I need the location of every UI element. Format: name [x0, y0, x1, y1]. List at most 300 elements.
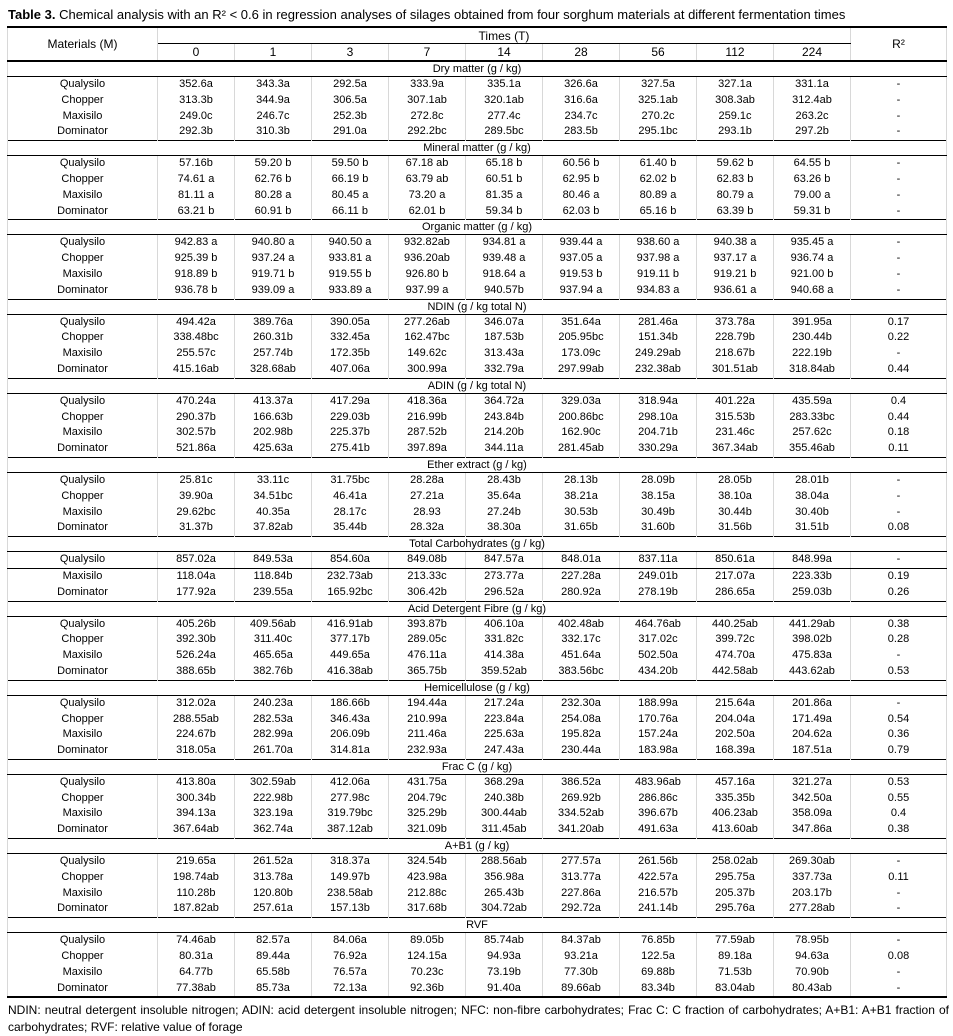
value-cell: 847.57a: [466, 552, 543, 569]
material-cell: Chopper: [8, 712, 158, 728]
value-cell: 857.02a: [158, 552, 235, 569]
value-cell: 483.96ab: [620, 774, 697, 790]
section-title: Ether extract (g / kg): [8, 457, 947, 472]
material-cell: Maxisilo: [8, 188, 158, 204]
material-cell: Dominator: [8, 743, 158, 759]
value-cell: 252.3b: [312, 109, 389, 125]
r2-cell: -: [851, 251, 947, 267]
value-cell: 31.65b: [543, 520, 620, 536]
value-cell: 934.83 a: [620, 283, 697, 299]
value-cell: 324.54b: [389, 854, 466, 870]
value-cell: 837.11a: [620, 552, 697, 569]
table-row: [8, 743, 947, 759]
material-cell: Maxisilo: [8, 727, 158, 743]
table-header: [8, 27, 947, 61]
material-cell: Chopper: [8, 632, 158, 648]
value-cell: 224.67b: [158, 727, 235, 743]
value-cell: 397.89a: [389, 441, 466, 457]
value-cell: 65.18 b: [466, 156, 543, 172]
time-column-header: 1: [235, 44, 312, 62]
value-cell: 413.80a: [158, 774, 235, 790]
time-column-header: 112: [697, 44, 774, 62]
value-cell: 168.39a: [697, 743, 774, 759]
value-cell: 494.42a: [158, 314, 235, 330]
value-cell: 76.85b: [620, 933, 697, 949]
value-cell: 261.56b: [620, 854, 697, 870]
table-row: [8, 933, 947, 949]
value-cell: 216.99b: [389, 410, 466, 426]
value-cell: 441.29ab: [774, 616, 851, 632]
value-cell: 939.44 a: [543, 235, 620, 251]
value-cell: 149.62c: [389, 346, 466, 362]
value-cell: 203.17b: [774, 886, 851, 902]
value-cell: 219.65a: [158, 854, 235, 870]
material-cell: Maxisilo: [8, 648, 158, 664]
time-column-header: 7: [389, 44, 466, 62]
value-cell: 329.03a: [543, 393, 620, 409]
value-cell: 418.36a: [389, 393, 466, 409]
r2-cell: -: [851, 901, 947, 917]
r2-cell: -: [851, 156, 947, 172]
value-cell: 351.64a: [543, 314, 620, 330]
value-cell: 122.5a: [620, 949, 697, 965]
r2-cell: -: [851, 204, 947, 220]
value-cell: 78.95b: [774, 933, 851, 949]
value-cell: 89.05b: [389, 933, 466, 949]
value-cell: 63.39 b: [697, 204, 774, 220]
value-cell: 297.2b: [774, 124, 851, 140]
value-cell: 65.16 b: [620, 204, 697, 220]
value-cell: 231.46c: [697, 425, 774, 441]
value-cell: 282.53a: [235, 712, 312, 728]
material-cell: Chopper: [8, 791, 158, 807]
value-cell: 451.64a: [543, 648, 620, 664]
r2-cell: -: [851, 77, 947, 93]
value-cell: 326.6a: [543, 77, 620, 93]
value-cell: 849.08b: [389, 552, 466, 569]
r2-cell: -: [851, 188, 947, 204]
value-cell: 286.65a: [697, 585, 774, 601]
r2-cell: -: [851, 346, 947, 362]
value-cell: 62.01 b: [389, 204, 466, 220]
r2-cell: -: [851, 172, 947, 188]
value-cell: 263.2c: [774, 109, 851, 125]
value-cell: 288.56ab: [466, 854, 543, 870]
r2-cell: 0.38: [851, 616, 947, 632]
value-cell: 435.59a: [774, 393, 851, 409]
value-cell: 328.68ab: [235, 362, 312, 378]
table-row: [8, 712, 947, 728]
value-cell: 247.43a: [466, 743, 543, 759]
value-cell: 312.02a: [158, 695, 235, 711]
value-cell: 926.80 b: [389, 267, 466, 283]
material-cell: Chopper: [8, 93, 158, 109]
value-cell: 337.73a: [774, 870, 851, 886]
value-cell: 406.10a: [466, 616, 543, 632]
value-cell: 211.46a: [389, 727, 466, 743]
value-cell: 502.50a: [620, 648, 697, 664]
value-cell: 310.3b: [235, 124, 312, 140]
value-cell: 60.51 b: [466, 172, 543, 188]
section-title: RVF: [8, 918, 947, 933]
r2-cell: -: [851, 235, 947, 251]
value-cell: 260.31b: [235, 330, 312, 346]
value-cell: 936.61 a: [697, 283, 774, 299]
value-cell: 925.39 b: [158, 251, 235, 267]
value-cell: 277.26ab: [389, 314, 466, 330]
material-cell: Dominator: [8, 901, 158, 917]
section-12: [8, 918, 947, 998]
material-cell: Maxisilo: [8, 267, 158, 283]
value-cell: 278.19b: [620, 585, 697, 601]
value-cell: 526.24a: [158, 648, 235, 664]
value-cell: 35.64a: [466, 489, 543, 505]
value-cell: 331.82c: [466, 632, 543, 648]
value-cell: 362.74a: [235, 822, 312, 838]
section-11: [8, 839, 947, 918]
value-cell: 74.46ab: [158, 933, 235, 949]
value-cell: 304.72ab: [466, 901, 543, 917]
r2-cell: -: [851, 552, 947, 569]
value-cell: 259.03b: [774, 585, 851, 601]
value-cell: 59.31 b: [774, 204, 851, 220]
section-title: Organic matter (g / kg): [8, 220, 947, 235]
value-cell: 368.29a: [466, 774, 543, 790]
value-cell: 398.02b: [774, 632, 851, 648]
value-cell: 265.43b: [466, 886, 543, 902]
value-cell: 31.75bc: [312, 472, 389, 488]
value-cell: 283.5b: [543, 124, 620, 140]
section-2: [8, 141, 947, 220]
material-cell: Maxisilo: [8, 965, 158, 981]
value-cell: 257.74b: [235, 346, 312, 362]
value-cell: 31.60b: [620, 520, 697, 536]
value-cell: 443.62ab: [774, 664, 851, 680]
value-cell: 62.83 b: [697, 172, 774, 188]
value-cell: 89.18a: [697, 949, 774, 965]
material-cell: Qualysilo: [8, 314, 158, 330]
value-cell: 28.32a: [389, 520, 466, 536]
material-cell: Qualysilo: [8, 156, 158, 172]
r2-cell: 0.08: [851, 520, 947, 536]
material-cell: Dominator: [8, 441, 158, 457]
value-cell: 173.09c: [543, 346, 620, 362]
value-cell: 476.11a: [389, 648, 466, 664]
value-cell: 313.3b: [158, 93, 235, 109]
material-cell: Dominator: [8, 362, 158, 378]
table-row: [8, 251, 947, 267]
value-cell: 302.59ab: [235, 774, 312, 790]
r2-cell: 0.19: [851, 568, 947, 584]
value-cell: 80.46 a: [543, 188, 620, 204]
value-cell: 240.23a: [235, 695, 312, 711]
value-cell: 80.31a: [158, 949, 235, 965]
value-cell: 937.17 a: [697, 251, 774, 267]
value-cell: 301.51ab: [697, 362, 774, 378]
table-row: [8, 774, 947, 790]
value-cell: 269.92b: [543, 791, 620, 807]
value-cell: 214.20b: [466, 425, 543, 441]
material-cell: Dominator: [8, 124, 158, 140]
r2-cell: 0.36: [851, 727, 947, 743]
table-row: [8, 172, 947, 188]
table-row: [8, 648, 947, 664]
r2-cell: -: [851, 854, 947, 870]
table-row: [8, 330, 947, 346]
value-cell: 246.7c: [235, 109, 312, 125]
section-title: Mineral matter (g / kg): [8, 141, 947, 156]
value-cell: 249.29ab: [620, 346, 697, 362]
value-cell: 93.21a: [543, 949, 620, 965]
value-cell: 65.58b: [235, 965, 312, 981]
value-cell: 183.98a: [620, 743, 697, 759]
value-cell: 321.27a: [774, 774, 851, 790]
value-cell: 60.91 b: [235, 204, 312, 220]
value-cell: 38.15a: [620, 489, 697, 505]
value-cell: 277.4c: [466, 109, 543, 125]
value-cell: 80.28 a: [235, 188, 312, 204]
table-row: [8, 109, 947, 125]
table-row: [8, 854, 947, 870]
value-cell: 62.76 b: [235, 172, 312, 188]
table-row: [8, 949, 947, 965]
material-cell: Dominator: [8, 822, 158, 838]
section-10: [8, 759, 947, 838]
r2-cell: 0.26: [851, 585, 947, 601]
value-cell: 37.82ab: [235, 520, 312, 536]
value-cell: 327.5a: [620, 77, 697, 93]
material-cell: Chopper: [8, 949, 158, 965]
value-cell: 206.09b: [312, 727, 389, 743]
material-cell: Qualysilo: [8, 393, 158, 409]
value-cell: 28.05b: [697, 472, 774, 488]
table-row: [8, 425, 947, 441]
value-cell: 934.81 a: [466, 235, 543, 251]
value-cell: 28.93: [389, 505, 466, 521]
value-cell: 464.76ab: [620, 616, 697, 632]
value-cell: 28.01b: [774, 472, 851, 488]
value-cell: 919.71 b: [235, 267, 312, 283]
value-cell: 66.11 b: [312, 204, 389, 220]
value-cell: 937.24 a: [235, 251, 312, 267]
value-cell: 323.19a: [235, 806, 312, 822]
table-row: [8, 870, 947, 886]
table-row: [8, 727, 947, 743]
value-cell: 344.11a: [466, 441, 543, 457]
section-7: [8, 537, 947, 601]
value-cell: 30.44b: [697, 505, 774, 521]
material-cell: Dominator: [8, 585, 158, 601]
value-cell: 157.13b: [312, 901, 389, 917]
value-cell: 938.60 a: [620, 235, 697, 251]
table-row: [8, 283, 947, 299]
value-cell: 393.87b: [389, 616, 466, 632]
value-cell: 300.99a: [389, 362, 466, 378]
value-cell: 273.77a: [466, 568, 543, 584]
value-cell: 28.28a: [389, 472, 466, 488]
value-cell: 227.28a: [543, 568, 620, 584]
value-cell: 440.25ab: [697, 616, 774, 632]
material-cell: Maxisilo: [8, 425, 158, 441]
value-cell: 319.79bc: [312, 806, 389, 822]
value-cell: 222.19b: [774, 346, 851, 362]
material-cell: Qualysilo: [8, 774, 158, 790]
footnote: NDIN: neutral detergent insoluble nitrogen; ADIN: acid detergent insoluble nitrogen; NFC: non-fibre carbohydrates; Frac C: C fraction of carbohydrates; A+B1: A+B1 fraction of carbohydrates; RVF: relative value of forage: [8, 1003, 949, 1034]
r2-cell: 0.4: [851, 806, 947, 822]
value-cell: 25.81c: [158, 472, 235, 488]
value-cell: 936.74 a: [774, 251, 851, 267]
material-cell: Maxisilo: [8, 806, 158, 822]
materials-header: Materials (M): [8, 27, 158, 61]
value-cell: 405.26b: [158, 616, 235, 632]
value-cell: 401.22a: [697, 393, 774, 409]
value-cell: 254.08a: [543, 712, 620, 728]
material-cell: Qualysilo: [8, 472, 158, 488]
value-cell: 313.78a: [235, 870, 312, 886]
table-row: [8, 93, 947, 109]
value-cell: 76.92a: [312, 949, 389, 965]
value-cell: 28.13b: [543, 472, 620, 488]
value-cell: 475.83a: [774, 648, 851, 664]
value-cell: 177.92a: [158, 585, 235, 601]
value-cell: 343.3a: [235, 77, 312, 93]
value-cell: 940.50 a: [312, 235, 389, 251]
value-cell: 59.34 b: [466, 204, 543, 220]
value-cell: 261.70a: [235, 743, 312, 759]
value-cell: 394.13a: [158, 806, 235, 822]
value-cell: 85.74ab: [466, 933, 543, 949]
value-cell: 939.09 a: [235, 283, 312, 299]
table-row: [8, 632, 947, 648]
value-cell: 290.37b: [158, 410, 235, 426]
r2-cell: -: [851, 489, 947, 505]
value-cell: 77.59ab: [697, 933, 774, 949]
value-cell: 222.98b: [235, 791, 312, 807]
value-cell: 940.38 a: [697, 235, 774, 251]
material-cell: Qualysilo: [8, 616, 158, 632]
value-cell: 28.09b: [620, 472, 697, 488]
value-cell: 425.63a: [235, 441, 312, 457]
table-caption-text: Chemical analysis with an R² < 0.6 in regression analyses of silages obtained from four sorghum materials at different fermentation times: [59, 7, 846, 22]
value-cell: 30.49b: [620, 505, 697, 521]
value-cell: 321.09b: [389, 822, 466, 838]
value-cell: 229.03b: [312, 410, 389, 426]
value-cell: 60.56 b: [543, 156, 620, 172]
value-cell: 338.48bc: [158, 330, 235, 346]
value-cell: 28.43b: [466, 472, 543, 488]
material-cell: Chopper: [8, 251, 158, 267]
r2-cell: -: [851, 267, 947, 283]
value-cell: 257.62c: [774, 425, 851, 441]
value-cell: 919.55 b: [312, 267, 389, 283]
value-cell: 382.76b: [235, 664, 312, 680]
value-cell: 417.29a: [312, 393, 389, 409]
section-6: [8, 457, 947, 536]
material-cell: Qualysilo: [8, 695, 158, 711]
value-cell: 204.04a: [697, 712, 774, 728]
value-cell: 31.51b: [774, 520, 851, 536]
table-row: [8, 585, 947, 601]
value-cell: 850.61a: [697, 552, 774, 569]
value-cell: 341.20ab: [543, 822, 620, 838]
value-cell: 216.57b: [620, 886, 697, 902]
material-cell: Chopper: [8, 172, 158, 188]
value-cell: 59.62 b: [697, 156, 774, 172]
value-cell: 292.3b: [158, 124, 235, 140]
table-row: [8, 616, 947, 632]
value-cell: 57.16b: [158, 156, 235, 172]
value-cell: 275.41b: [312, 441, 389, 457]
material-cell: Chopper: [8, 489, 158, 505]
value-cell: 332.79a: [466, 362, 543, 378]
value-cell: 269.30ab: [774, 854, 851, 870]
value-cell: 225.63a: [466, 727, 543, 743]
r2-cell: 0.22: [851, 330, 947, 346]
value-cell: 932.82ab: [389, 235, 466, 251]
value-cell: 320.1ab: [466, 93, 543, 109]
value-cell: 77.38ab: [158, 981, 235, 998]
value-cell: 46.41a: [312, 489, 389, 505]
value-cell: 67.18 ab: [389, 156, 466, 172]
table-row: [8, 568, 947, 584]
table-row: [8, 806, 947, 822]
chemical-analysis-table: [7, 26, 947, 998]
value-cell: 81.35 a: [466, 188, 543, 204]
time-column-header: 28: [543, 44, 620, 62]
value-cell: 474.70a: [697, 648, 774, 664]
value-cell: 295.76a: [697, 901, 774, 917]
value-cell: 202.98b: [235, 425, 312, 441]
r2-cell: 0.55: [851, 791, 947, 807]
value-cell: 293.1b: [697, 124, 774, 140]
value-cell: 30.40b: [774, 505, 851, 521]
value-cell: 940.80 a: [235, 235, 312, 251]
value-cell: 391.95a: [774, 314, 851, 330]
value-cell: 72.13a: [312, 981, 389, 998]
r2-cell: -: [851, 648, 947, 664]
value-cell: 434.20b: [620, 664, 697, 680]
table-row: [8, 472, 947, 488]
value-cell: 402.48ab: [543, 616, 620, 632]
value-cell: 332.45a: [312, 330, 389, 346]
value-cell: 307.1ab: [389, 93, 466, 109]
value-cell: 332.17c: [543, 632, 620, 648]
value-cell: 84.06a: [312, 933, 389, 949]
table-row: [8, 822, 947, 838]
value-cell: 335.1a: [466, 77, 543, 93]
value-cell: 31.37b: [158, 520, 235, 536]
value-cell: 302.57b: [158, 425, 235, 441]
r2-cell: -: [851, 981, 947, 998]
value-cell: 63.79 ab: [389, 172, 466, 188]
value-cell: 151.34b: [620, 330, 697, 346]
value-cell: 940.68 a: [774, 283, 851, 299]
material-cell: Chopper: [8, 410, 158, 426]
material-cell: Dominator: [8, 664, 158, 680]
value-cell: 287.52b: [389, 425, 466, 441]
value-cell: 308.3ab: [697, 93, 774, 109]
table-row: [8, 156, 947, 172]
value-cell: 33.11c: [235, 472, 312, 488]
value-cell: 243.84b: [466, 410, 543, 426]
value-cell: 73.19b: [466, 965, 543, 981]
time-column-header: 14: [466, 44, 543, 62]
value-cell: 306.5a: [312, 93, 389, 109]
value-cell: 386.52a: [543, 774, 620, 790]
r2-cell: 0.79: [851, 743, 947, 759]
value-cell: 921.00 b: [774, 267, 851, 283]
value-cell: 373.78a: [697, 314, 774, 330]
